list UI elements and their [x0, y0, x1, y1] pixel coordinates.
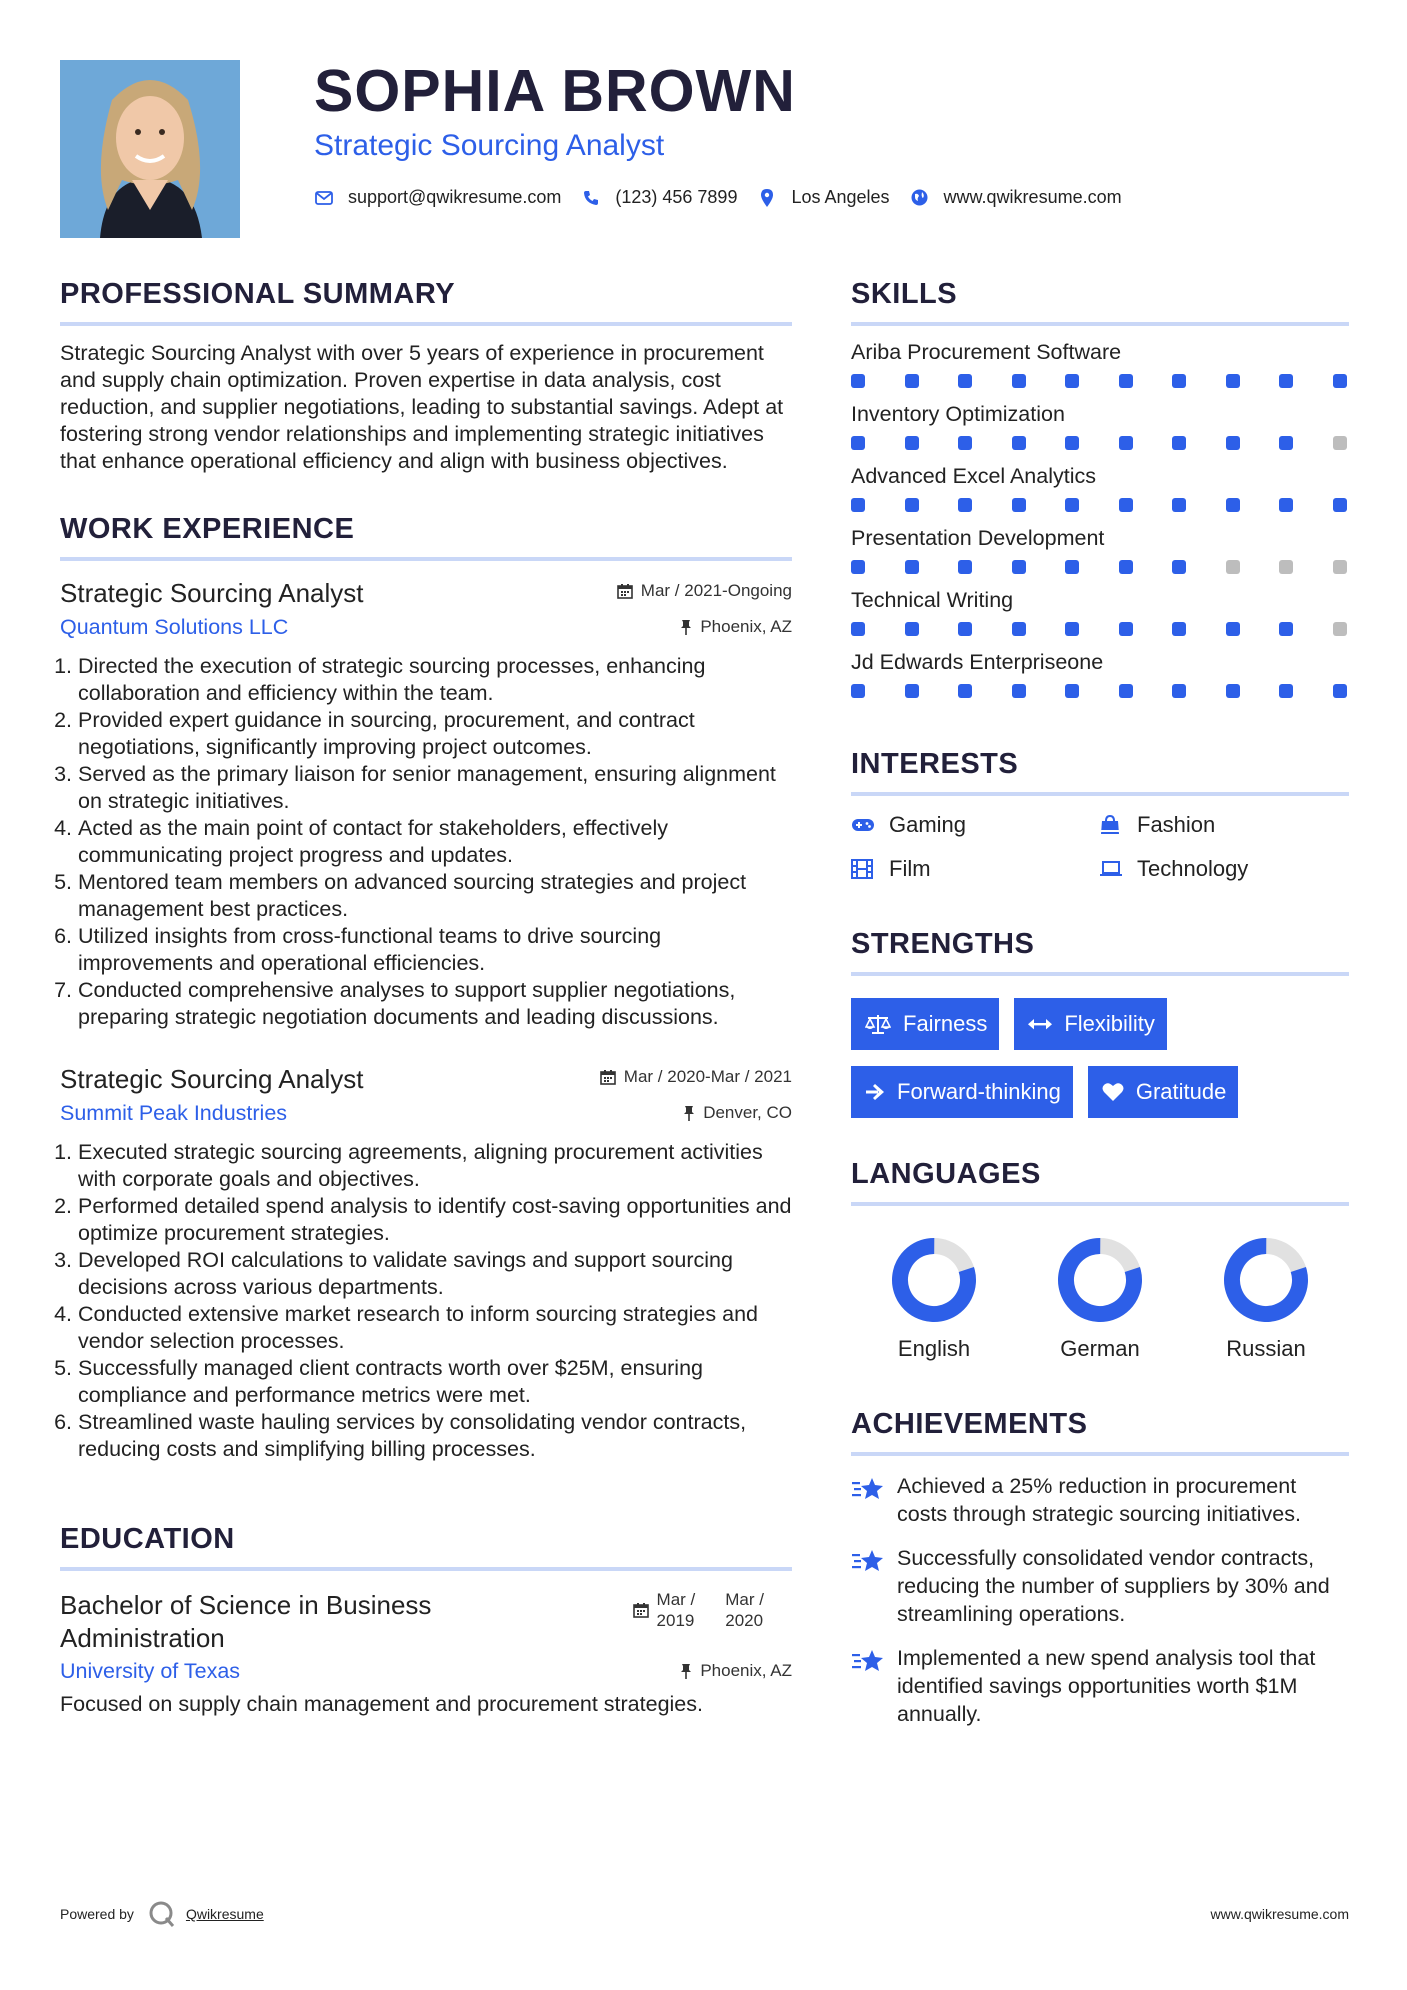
job-bullets	[60, 1139, 792, 1463]
education-entry	[60, 1589, 792, 1718]
achievement-item: Successfully consolidated vendor contracts, reducing the number of suppliers by 30% and streamlining operations.	[851, 1544, 1349, 1628]
rating-dot-filled	[851, 374, 865, 388]
rating-dot-filled	[1012, 436, 1026, 450]
skill-rating	[851, 684, 1349, 698]
contact-phone[interactable]: (123) 456 7899	[581, 187, 737, 208]
contact-location: Los Angeles	[757, 187, 889, 208]
achievements-section	[851, 1402, 1349, 1728]
job-entry	[60, 575, 792, 1031]
education-location: Phoenix, AZ	[680, 1655, 792, 1687]
job-dates: Mar / 2021-Ongoing	[617, 575, 792, 607]
donut-fill	[1057, 1237, 1143, 1323]
rating-dot-filled	[851, 622, 865, 636]
list-item: 1. Executed strategic sourcing agreements, aligning procurement activities with corporate goals and objectives.	[78, 1139, 792, 1193]
pin-icon	[683, 1105, 695, 1121]
skills-section	[851, 272, 1349, 698]
rating-dot-filled	[1172, 374, 1186, 388]
interest-fashion: Fashion	[1099, 812, 1347, 838]
rating-dot-filled	[1226, 684, 1240, 698]
rating-dot-filled	[1279, 622, 1293, 636]
skill-rating	[851, 498, 1349, 512]
list-item: 3. Served as the primary liaison for senior management, ensuring alignment on strategic initiatives.	[78, 761, 792, 815]
pin-icon	[680, 1663, 692, 1679]
interests-section	[851, 742, 1349, 882]
interests-heading: INTERESTS	[851, 742, 1349, 796]
rating-dot-filled	[1012, 498, 1026, 512]
summary-text: Strategic Sourcing Analyst with over 5 years of experience in procurement and supply chain optimization. Proven expertise in data analysis, cost reduction, and supplier negotiations, leading to substantial savings. Adept at fostering strong vendor relationships and implementing strategic initiatives that enhance operational efficiency and align with business objectives.	[60, 341, 784, 473]
job-location: Denver, CO	[683, 1097, 792, 1129]
rating-dot-filled	[1279, 498, 1293, 512]
rating-dot-filled	[905, 436, 919, 450]
rating-dot-filled	[958, 374, 972, 388]
list-item: 7. Conducted comprehensive analyses to support supplier negotiations, preparing strategic negotiation documents and leading discussions.	[78, 977, 792, 1031]
rating-dot-filled	[1065, 622, 1079, 636]
experience-heading: WORK EXPERIENCE	[60, 507, 792, 561]
rating-dot-filled	[1065, 436, 1079, 450]
list-item: 4. Acted as the main point of contact for stakeholders, effectively communicating project progress and updates.	[78, 815, 792, 869]
strengths-heading: STRENGTHS	[851, 922, 1349, 976]
rating-dot-filled	[851, 684, 865, 698]
rating-dot-filled	[1172, 498, 1186, 512]
skills-heading: SKILLS	[851, 272, 1349, 326]
education-section	[60, 1517, 792, 1718]
job-bullets	[60, 653, 792, 1031]
rating-dot-filled	[1065, 684, 1079, 698]
shooting-star-icon	[851, 1544, 887, 1628]
interest-technology: Technology	[1099, 856, 1347, 882]
skill-rating	[851, 622, 1349, 636]
skill-rating	[851, 374, 1349, 388]
rating-dot-filled	[1226, 436, 1240, 450]
list-item: 6. Streamlined waste hauling services by consolidating vendor contracts, reducing costs and simplifying billing processes.	[78, 1409, 792, 1463]
interest-film: Film	[851, 856, 1099, 882]
phone-icon	[581, 188, 601, 208]
contact-website[interactable]: www.qwikresume.com	[910, 187, 1122, 208]
achievement-item: Implemented a new spend analysis tool that identified savings opportunities worth $1M annually.	[851, 1644, 1349, 1728]
rating-dot-filled	[1333, 374, 1347, 388]
list-item: 3. Developed ROI calculations to validate savings and support sourcing decisions across various departments.	[78, 1247, 792, 1301]
globe-icon	[910, 188, 930, 208]
education-heading: EDUCATION	[60, 1517, 792, 1571]
rating-dot-filled	[1012, 374, 1026, 388]
list-item: 5. Mentored team members on advanced sourcing strategies and project management best practices.	[78, 869, 792, 923]
rating-dot-filled	[851, 560, 865, 574]
education-description: Focused on supply chain management and procurement strategies.	[60, 1692, 703, 1716]
list-item: 5. Successfully managed client contracts worth over $25M, ensuring compliance and performance metrics were met.	[78, 1355, 792, 1409]
rating-dot-filled	[1065, 560, 1079, 574]
shopping-bag-icon	[1099, 814, 1125, 836]
rating-dot-filled	[1012, 622, 1026, 636]
skill-item: Presentation Development	[851, 524, 1349, 574]
rating-dot-filled	[958, 498, 972, 512]
rating-dot-filled	[905, 560, 919, 574]
language-item: English	[851, 1236, 1017, 1362]
languages-heading: LANGUAGES	[851, 1152, 1349, 1206]
footer	[60, 1900, 1349, 1928]
rating-dot-filled	[905, 622, 919, 636]
rating-dot-empty	[1279, 560, 1293, 574]
achievement-item: Achieved a 25% reduction in procurement costs through strategic sourcing initiatives.	[851, 1472, 1349, 1528]
rating-dot-filled	[1119, 436, 1133, 450]
job-entry	[60, 1061, 792, 1463]
job-title: Strategic Sourcing Analyst	[60, 578, 364, 608]
language-donut	[1222, 1236, 1310, 1324]
map-marker-icon	[757, 188, 777, 208]
film-icon	[851, 859, 877, 879]
list-item: 6. Utilized insights from cross-functional teams to drive sourcing improvements and operational efficiencies.	[78, 923, 792, 977]
rating-dot-filled	[1119, 498, 1133, 512]
rating-dot-filled	[905, 374, 919, 388]
brand-logo-icon	[148, 1900, 176, 1928]
rating-dot-filled	[905, 684, 919, 698]
rating-dot-filled	[1172, 560, 1186, 574]
skill-rating	[851, 436, 1349, 450]
skill-item: Inventory Optimization	[851, 400, 1349, 450]
skill-item: Technical Writing	[851, 586, 1349, 636]
rating-dot-filled	[1012, 560, 1026, 574]
skill-item: Ariba Procurement Software	[851, 338, 1349, 388]
rating-dot-filled	[958, 436, 972, 450]
language-item: German	[1017, 1236, 1183, 1362]
job-company: Quantum Solutions LLC	[60, 615, 289, 639]
shooting-star-icon	[851, 1472, 887, 1528]
rating-dot-filled	[905, 498, 919, 512]
education-dates: Mar / 2019 Mar / 2020	[633, 1589, 764, 1631]
job-location: Phoenix, AZ	[680, 611, 792, 643]
rating-dot-empty	[1226, 560, 1240, 574]
envelope-icon	[314, 188, 334, 208]
skill-item: Advanced Excel Analytics	[851, 462, 1349, 512]
skill-item: Jd Edwards Enterpriseone	[851, 648, 1349, 698]
rating-dot-empty	[1333, 622, 1347, 636]
contact-bar	[314, 187, 1314, 208]
donut-fill	[891, 1237, 977, 1323]
strength-forward-thinking: Forward-thinking	[851, 1066, 1073, 1118]
list-item: 2. Performed detailed spend analysis to identify cost-saving opportunities and optimize procurement strategies.	[78, 1193, 792, 1247]
rating-dot-filled	[1279, 684, 1293, 698]
rating-dot-filled	[1279, 436, 1293, 450]
pin-icon	[680, 619, 692, 635]
job-dates: Mar / 2020-Mar / 2021	[600, 1061, 792, 1093]
powered-by: Powered by Qwikresume	[60, 1900, 264, 1928]
arrow-right-icon	[865, 1083, 885, 1101]
rating-dot-empty	[1333, 560, 1347, 574]
rating-dot-filled	[851, 436, 865, 450]
rating-dot-filled	[1172, 622, 1186, 636]
footer-website[interactable]: www.qwikresume.com	[1210, 1906, 1349, 1922]
rating-dot-filled	[1119, 560, 1133, 574]
rating-dot-filled	[1119, 374, 1133, 388]
strength-fairness: Fairness	[851, 998, 999, 1050]
rating-dot-filled	[1065, 374, 1079, 388]
shooting-star-icon	[851, 1644, 887, 1728]
laptop-icon	[1099, 860, 1125, 878]
right-column	[851, 272, 1349, 1728]
arrows-horizontal-icon	[1028, 1017, 1052, 1031]
rating-dot-filled	[1119, 684, 1133, 698]
strength-flexibility: Flexibility	[1014, 998, 1166, 1050]
rating-dot-filled	[1226, 374, 1240, 388]
rating-dot-filled	[958, 684, 972, 698]
languages-section	[851, 1152, 1349, 1362]
job-company: Summit Peak Industries	[60, 1101, 288, 1125]
school-name: University of Texas	[60, 1659, 241, 1683]
rating-dot-filled	[958, 622, 972, 636]
rating-dot-filled	[1065, 498, 1079, 512]
heart-icon	[1102, 1082, 1124, 1102]
rating-dot-filled	[1226, 622, 1240, 636]
list-item: 4. Conducted extensive market research to inform sourcing strategies and vendor selection processes.	[78, 1301, 792, 1355]
rating-dot-filled	[1279, 374, 1293, 388]
rating-dot-filled	[1012, 684, 1026, 698]
left-column	[60, 272, 792, 1718]
rating-dot-filled	[1333, 684, 1347, 698]
rating-dot-filled	[1172, 684, 1186, 698]
rating-dot-filled	[958, 560, 972, 574]
rating-dot-filled	[1333, 498, 1347, 512]
summary-heading: PROFESSIONAL SUMMARY	[60, 272, 792, 326]
contact-email[interactable]: support@qwikresume.com	[314, 187, 561, 208]
achievements-heading: ACHIEVEMENTS	[851, 1402, 1349, 1456]
job-title: Strategic Sourcing Analyst	[60, 1064, 364, 1094]
donut-fill	[1223, 1237, 1309, 1323]
language-item: Russian	[1183, 1236, 1349, 1362]
interest-gaming: Gaming	[851, 812, 1099, 838]
balance-scale-icon	[865, 1013, 891, 1035]
list-item: 1. Directed the execution of strategic sourcing processes, enhancing collaboration and efficiency within the team.	[78, 653, 792, 707]
experience-section	[60, 507, 792, 1463]
skill-rating	[851, 560, 1349, 574]
brand-link[interactable]: Qwikresume	[185, 1906, 264, 1922]
skills-list	[851, 338, 1349, 698]
rating-dot-filled	[851, 498, 865, 512]
strength-gratitude: Gratitude	[1088, 1066, 1239, 1118]
profile-photo	[60, 60, 240, 238]
rating-dot-filled	[1172, 436, 1186, 450]
calendar-icon	[617, 583, 633, 599]
candidate-name: SOPHIA BROWN	[314, 58, 796, 124]
language-donut	[1056, 1236, 1144, 1324]
rating-dot-filled	[1226, 498, 1240, 512]
gamepad-icon	[851, 817, 877, 833]
degree-title: Bachelor of Science in Business Administration	[60, 1590, 432, 1653]
rating-dot-filled	[1119, 622, 1133, 636]
strengths-section	[851, 922, 1349, 1118]
list-item: 2. Provided expert guidance in sourcing, procurement, and contract negotiations, significantly improving project outcomes.	[78, 707, 792, 761]
rating-dot-empty	[1333, 436, 1347, 450]
calendar-icon	[633, 1602, 649, 1618]
candidate-title: Strategic Sourcing Analyst	[314, 129, 665, 162]
calendar-icon	[600, 1069, 616, 1085]
summary-section	[60, 272, 792, 475]
language-donut	[890, 1236, 978, 1324]
